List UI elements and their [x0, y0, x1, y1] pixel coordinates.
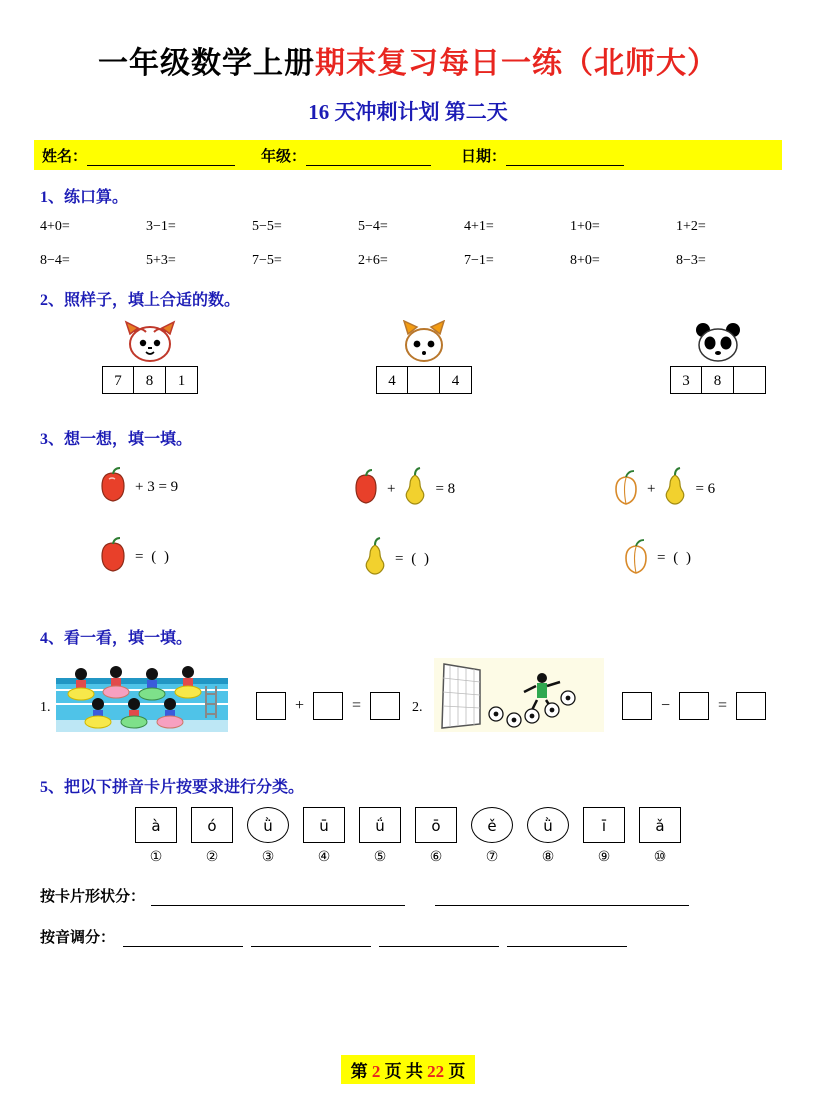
q2-box[interactable]: [408, 366, 440, 394]
q5-by-shape-row: [40, 885, 782, 906]
q1-row-1: [40, 219, 782, 235]
card-number: ⑥: [429, 849, 443, 865]
grade-field[interactable]: [261, 145, 431, 166]
q2-box[interactable]: 8: [134, 366, 166, 394]
q1-expr: 8−3=: [676, 253, 706, 268]
footer-pre: 第: [350, 1062, 368, 1081]
q3-item-3-expr: = 6: [695, 481, 716, 497]
q4-item-2-eq-sign: =: [718, 697, 728, 714]
pear-icon: [400, 467, 430, 512]
card-number: ⑧: [541, 849, 555, 865]
q1-expr: 8−4=: [40, 253, 70, 268]
q4-answer-box[interactable]: [370, 692, 400, 720]
name-field[interactable]: [42, 145, 235, 166]
panda-face-icon: [670, 320, 766, 364]
name-input-line[interactable]: [87, 151, 235, 166]
pinyin-card[interactable]: ó: [191, 807, 233, 843]
tiger-face-icon: [102, 320, 198, 364]
q4-item-1-equation: [256, 692, 400, 720]
q1-expr: 1+2=: [676, 219, 706, 234]
q5-by-shape-label: 按卡片形状分：: [40, 889, 146, 905]
q1-expr: 4+0=: [40, 219, 70, 234]
pinyin-card[interactable]: ǜ: [527, 807, 569, 843]
q1-expr: 5−4=: [358, 219, 388, 234]
q3-item-3-eq: [610, 467, 720, 512]
fox-face-icon: [376, 320, 472, 364]
page-title-black: 一年级数学上册: [98, 47, 315, 80]
card-number: ⑩: [653, 849, 667, 865]
grade-label: 年级：: [261, 148, 307, 165]
q4-item-1-eq-sign: =: [352, 697, 362, 714]
q5-by-shape-blank-2[interactable]: [435, 890, 689, 906]
q3-item-2-expr: = 8: [435, 481, 456, 497]
q1-expr: 5+3=: [146, 253, 176, 268]
q1-expr: 7−5=: [252, 253, 282, 268]
q2-box-row-3: [670, 366, 766, 394]
q1-expr: 2+6=: [358, 253, 388, 268]
q4-answer-box[interactable]: [622, 692, 652, 720]
q1-expr: 7−1=: [464, 253, 494, 268]
page-number-badge: [341, 1055, 476, 1084]
q1-expr: 3−1=: [146, 219, 176, 234]
q2-box[interactable]: 4: [376, 366, 408, 394]
q1-heading: 1、练口算。: [40, 189, 129, 206]
swimming-pool-kids-icon: [56, 660, 228, 739]
q3-item-3-answer: [620, 537, 698, 580]
q3-answer-blank[interactable]: = ( ): [395, 551, 431, 567]
apple-icon: [96, 537, 130, 578]
q4-answer-box[interactable]: [736, 692, 766, 720]
q4-look-and-fill: [34, 652, 782, 760]
card-number: ⑦: [485, 849, 499, 865]
name-label: 姓名：: [42, 148, 88, 165]
card-number: ③: [261, 849, 275, 865]
footer-mid: 页 共: [384, 1062, 423, 1081]
q3-item-1-expr: + 3 = 9: [135, 479, 179, 495]
q4-item-1-number: 1.: [40, 700, 51, 715]
date-label: 日期：: [461, 148, 507, 165]
q5-pinyin-cards: [34, 807, 782, 947]
pinyin-card[interactable]: ě: [471, 807, 513, 843]
q5-by-tone-blank-4[interactable]: [507, 931, 627, 947]
q2-box[interactable]: 8: [702, 366, 734, 394]
q3-think-and-fill: [34, 455, 782, 611]
card-number: ②: [205, 849, 219, 865]
q4-item-2-op: −: [661, 697, 671, 714]
q4-answer-box[interactable]: [679, 692, 709, 720]
page-title-red: 期末复习每日一练（北师大）: [315, 47, 718, 80]
q2-group-1: [102, 320, 198, 394]
q4-heading: 4、看一看，填一填。: [40, 630, 193, 647]
q4-item-2-equation: [622, 692, 766, 720]
pinyin-card[interactable]: ǘ: [359, 807, 401, 843]
page-footer: [0, 1055, 816, 1084]
q3-item-1-answer: [96, 537, 176, 578]
q1-row-2: [40, 253, 782, 269]
q2-group-3: [670, 320, 766, 394]
pinyin-card[interactable]: ō: [415, 807, 457, 843]
q5-card-row: [34, 807, 782, 843]
q5-by-tone-label: 按音调分：: [40, 930, 116, 946]
q5-by-tone-blank-2[interactable]: [251, 931, 371, 947]
date-field[interactable]: [461, 145, 624, 166]
pinyin-card[interactable]: à: [135, 807, 177, 843]
card-number: ④: [317, 849, 331, 865]
footer-page-number: 2: [371, 1062, 381, 1081]
q5-by-tone-blank-1[interactable]: [123, 931, 243, 947]
q1-expr: 1+0=: [570, 219, 600, 234]
q2-box-row-1: [102, 366, 198, 394]
q2-box[interactable]: 1: [166, 366, 198, 394]
pinyin-card[interactable]: ǜ: [247, 807, 289, 843]
grade-input-line[interactable]: [306, 151, 431, 166]
student-info-bar: [34, 140, 782, 170]
q2-heading: 2、照样子，填上合适的数。: [40, 292, 241, 309]
apple-icon: [350, 469, 382, 510]
q2-box-row-2: [376, 366, 472, 394]
q3-answer-blank[interactable]: = ( ): [135, 549, 171, 565]
q1-expr: 4+1=: [464, 219, 494, 234]
peach-icon: [610, 468, 642, 511]
q2-box[interactable]: 3: [670, 366, 702, 394]
q4-answer-box[interactable]: [313, 692, 343, 720]
soccer-goal-icon: [434, 658, 604, 737]
q3-item-2-answer: [360, 537, 436, 582]
q5-card-numbers: [34, 849, 782, 865]
peach-icon: [620, 537, 652, 580]
q4-item-2-number: 2.: [412, 700, 423, 715]
apple-icon: [96, 467, 130, 508]
footer-total-pages: 22: [427, 1062, 445, 1081]
pinyin-card[interactable]: ǎ: [639, 807, 681, 843]
card-number: ⑤: [373, 849, 387, 865]
q4-item-1-op: +: [295, 697, 305, 714]
q3-item-1-eq: [96, 467, 183, 508]
page-subtitle: 16 天冲刺计划 第二天: [308, 100, 508, 124]
card-number: ①: [149, 849, 163, 865]
page-title: [34, 38, 782, 82]
q5-by-shape-blank-1[interactable]: [151, 890, 405, 906]
q1-expr: 8+0=: [570, 253, 600, 268]
q2-box[interactable]: 4: [440, 366, 472, 394]
footer-post: 页: [448, 1062, 466, 1081]
q3-answer-blank[interactable]: = ( ): [657, 550, 693, 566]
pear-icon: [360, 537, 390, 582]
q5-by-tone-blank-3[interactable]: [379, 931, 499, 947]
q1-expr: 5−5=: [252, 219, 282, 234]
q3-item-2-op: +: [387, 481, 396, 497]
worksheet-page: [0, 38, 816, 1094]
pinyin-card[interactable]: ī: [583, 807, 625, 843]
q4-answer-box[interactable]: [256, 692, 286, 720]
q3-item-3-op: +: [647, 481, 656, 497]
q2-box[interactable]: 7: [102, 366, 134, 394]
q5-heading: 5、把以下拼音卡片按要求进行分类。: [40, 779, 305, 796]
pinyin-card[interactable]: ū: [303, 807, 345, 843]
q2-box[interactable]: [734, 366, 766, 394]
pear-icon: [660, 467, 690, 512]
q2-group-2: [376, 320, 472, 394]
q1-oral-math: [40, 219, 782, 269]
q3-heading: 3、想一想，填一填。: [40, 431, 193, 448]
card-number: ⑨: [597, 849, 611, 865]
date-input-line[interactable]: [506, 151, 624, 166]
q5-by-tone-row: [40, 926, 782, 947]
q3-item-2-eq: [350, 467, 460, 512]
q2-fill-boxes: [34, 320, 782, 412]
